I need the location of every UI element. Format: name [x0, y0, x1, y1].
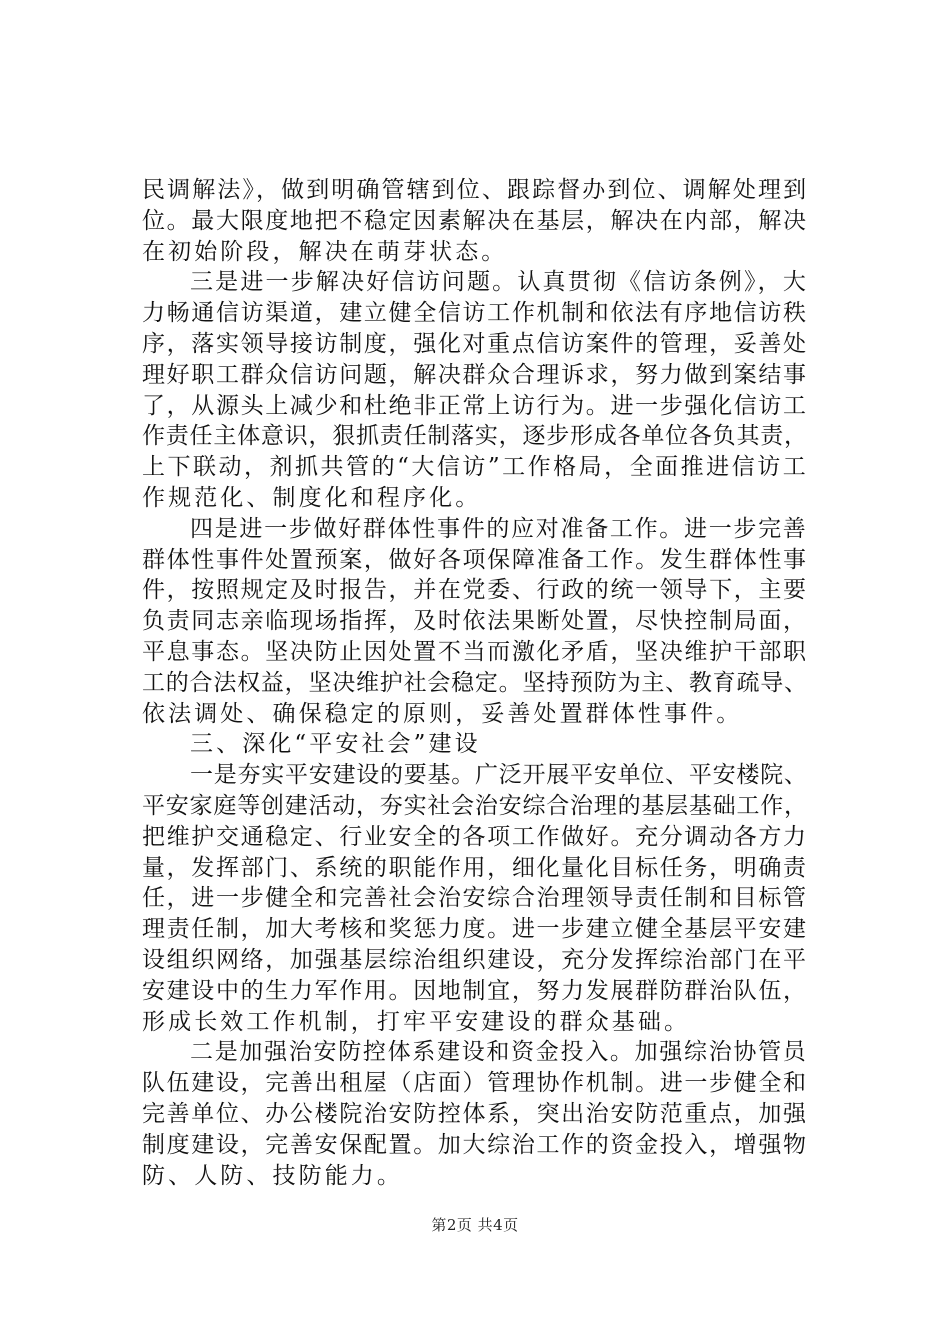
text-line: 位。最大限度地把不稳定因素解决在基层，解决在内部，解决: [142, 207, 808, 234]
text-line: 作规范化、制度化和程序化。: [142, 484, 482, 511]
paragraph-mass-incidents: [142, 514, 808, 730]
text-line: 形成长效工作机制，打牢平安建设的群众基础。: [142, 1008, 691, 1035]
text-line: 作责任主体意识，狠抓责任制落实，逐步形成各单位各负其责，: [142, 423, 808, 450]
text-line: 民调解法》，做到明确管辖到位、跟踪督办到位、调解处理到: [142, 177, 809, 203]
text-line: 安建设中的生力军作用。因地制宜，努力发展群防群治队伍，: [142, 977, 808, 1004]
text-line: 量，发挥部门、系统的职能作用，细化量化目标任务，明确责: [142, 854, 808, 881]
section-heading: [142, 729, 808, 760]
paragraph-safety-foundation: [142, 760, 808, 1037]
text-line: 了，从源头上减少和杜绝非正常上访行为。进一步强化信访工: [142, 392, 808, 419]
text-line: 队伍建设，完善出租屋（店面）管理协作机制。进一步健全和: [142, 1070, 808, 1097]
text-line: 设组织网络，加强基层综治组织建设，充分发挥综治部门在平: [142, 946, 808, 973]
text-line: 完善单位、办公楼院治安防控体系，突出治安防范重点，加强: [142, 1100, 808, 1127]
text-line: 群体性事件处置预案，做好各项保障准备工作。发生群体性事: [142, 546, 808, 573]
paragraph-security-investment: [142, 1037, 808, 1191]
text-line-first: 一是夯实平安建设的要基。广泛开展平安单位、平安楼院、: [190, 762, 808, 789]
text-line-first: 三是进一步解决好信访问题。认真贯彻《信访条例》，大: [190, 269, 808, 296]
text-line: 在初始阶段，解决在萌芽状态。: [142, 238, 508, 265]
paragraph-continuation: [142, 175, 808, 267]
text-line: 把维护交通稳定、行业安全的各项工作做好。充分调动各方力: [142, 823, 808, 850]
text-line: 理责任制，加大考核和奖惩力度。进一步建立健全基层平安建: [142, 916, 808, 943]
paragraph-petition: [142, 267, 808, 513]
text-line: 力畅通信访渠道，建立健全信访工作机制和依法有序地信访秩: [142, 300, 808, 327]
text-line: 上下联动，剂抓共管的“大信访”工作格局，全面推进信访工: [142, 454, 809, 481]
text-line: 平息事态。坚决防止因处置不当而激化矛盾，坚决维护干部职: [142, 638, 808, 665]
text-line: 平安家庭等创建活动，夯实社会治安综合治理的基层基础工作，: [142, 792, 808, 819]
text-line: 任，进一步健全和完善社会治安综合治理领导责任制和目标管: [142, 885, 808, 912]
text-line: 件，按照规定及时报告，并在党委、行政的统一领导下，主要: [142, 577, 808, 604]
text-line: 制度建设，完善安保配置。加大综治工作的资金投入，增强物: [142, 1131, 808, 1158]
text-line-first: 二是加强治安防控体系建设和资金投入。加强综治协管员: [190, 1039, 808, 1066]
text-line: 工的合法权益，坚决维护社会稳定。坚持预防为主、教育疏导、: [142, 669, 808, 696]
text-line: 负责同志亲临现场指挥，及时依法果断处置，尽快控制局面，: [142, 608, 808, 635]
document-body: [142, 175, 808, 1191]
page-number-footer: 第2页 共4页: [431, 1216, 519, 1234]
text-line: 依法调处、确保稳定的原则，妥善处置群体性事件。: [142, 700, 743, 727]
text-line: 序，落实领导接访制度，强化对重点信访案件的管理，妥善处: [142, 330, 808, 357]
heading-line: 三、深化“平安社会”建设: [190, 731, 481, 758]
text-line-first: 四是进一步做好群体性事件的应对准备工作。进一步完善: [190, 515, 808, 542]
text-line: 防、人防、技防能力。: [142, 1162, 403, 1189]
text-line: 理好职工群众信访问题，解决群众合理诉求，努力做到案结事: [142, 361, 808, 388]
